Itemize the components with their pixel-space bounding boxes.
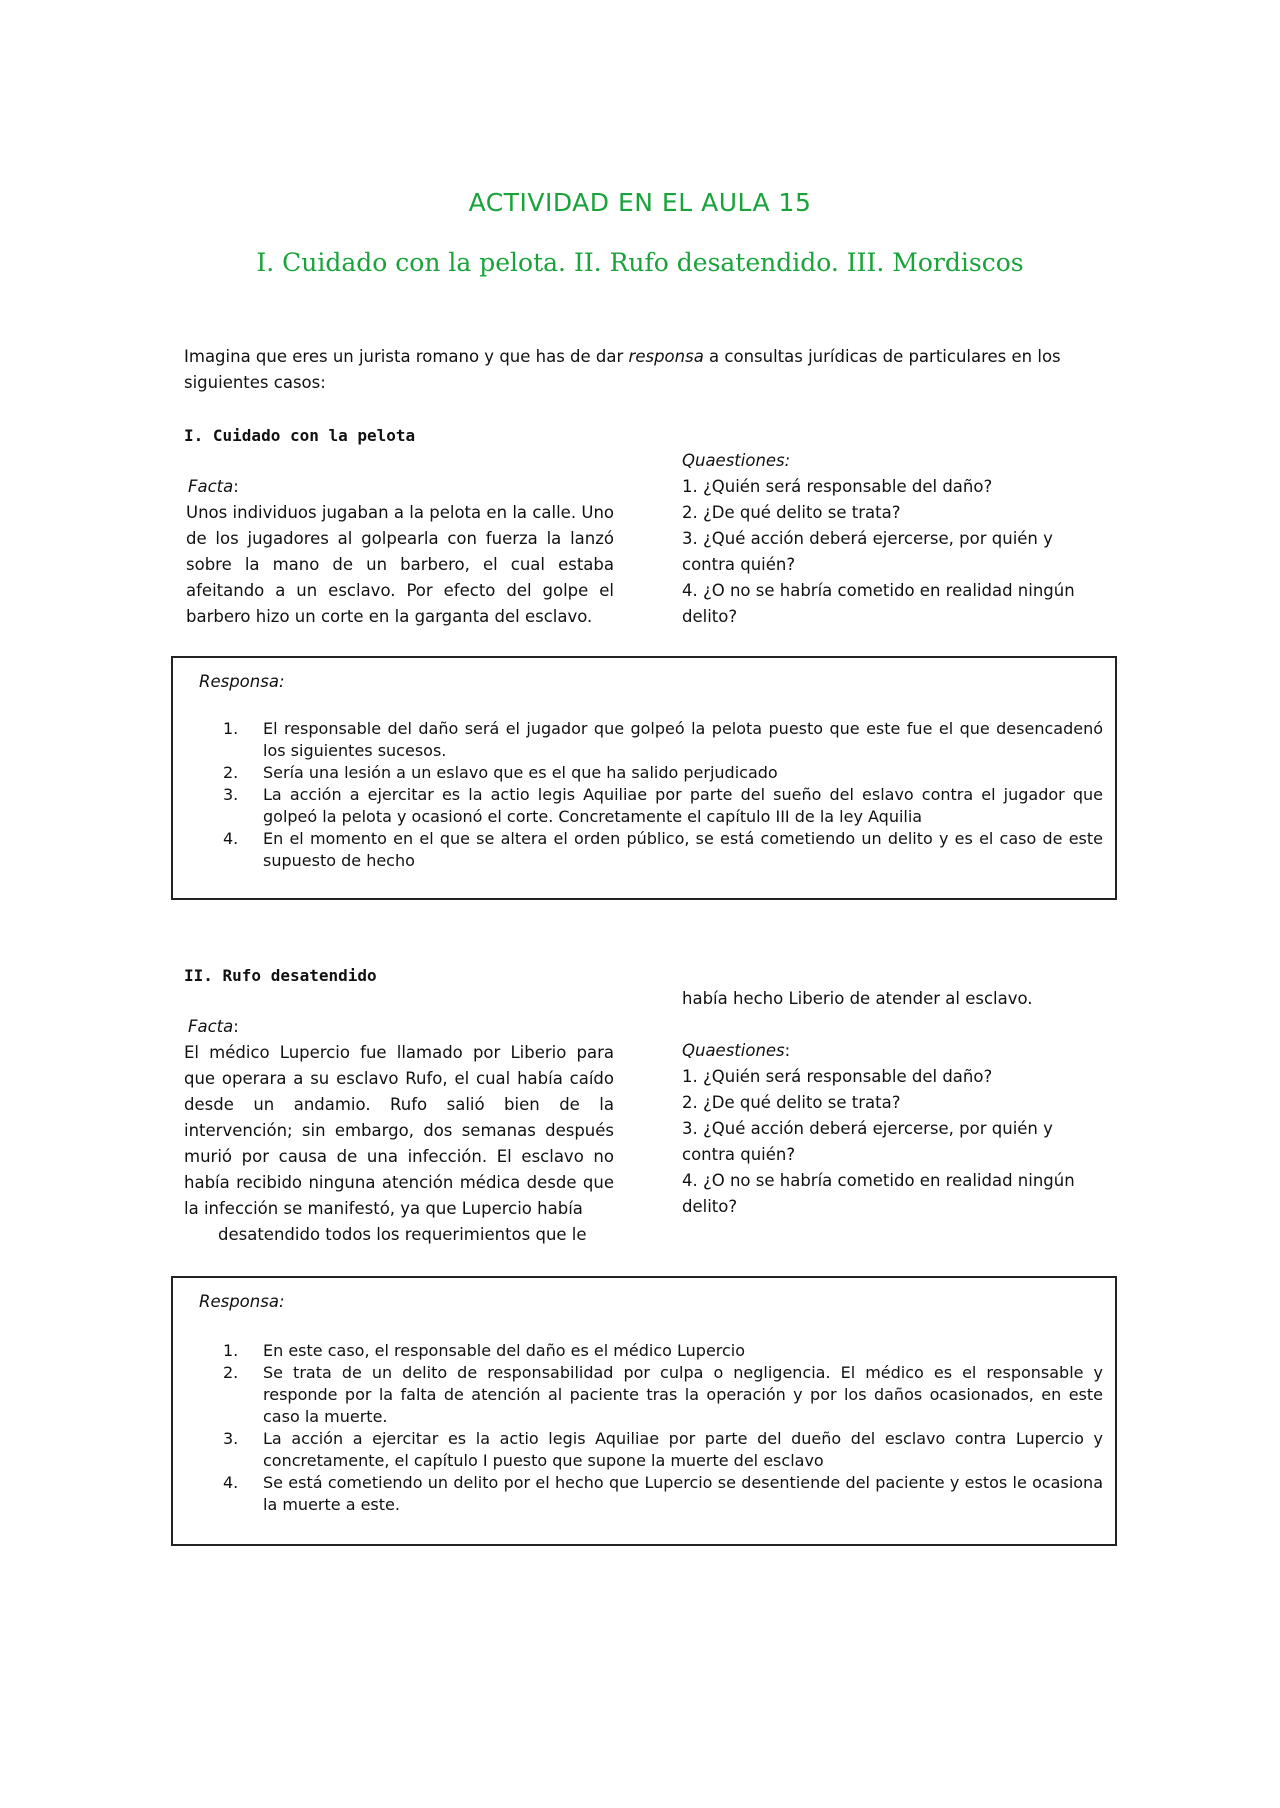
case2-facta-label: Facta [188, 1017, 234, 1036]
list-item-text: El responsable del daño será el jugador que golpeó la pelota puesto que este fue el que desencadenó los siguientes sucesos. [263, 719, 1103, 760]
case2-facta-text: El médico Lupercio fue llamado por Liberio para que operara a su esclavo Rufo, el cual había caído desde un andamio. Rufo salió bien de la intervención; sin embargo, dos semanas después murió por causa de una infección. El esclavo no había recibido ninguna atención médica desde que la infección se manifestó, ya que Lupercio había [184, 1043, 614, 1218]
case2-right-column: había hecho Liberio de atender al esclavo. Quaestiones: 1. ¿Quién será responsable del daño? 2. ¿De qué delito se trata? 3. ¿Qué acción deberá ejercerse, por quién y contra quién? 4. ¿O no se habría cometido en realidad ningún delito? [682, 986, 1102, 1220]
list-item [223, 828, 1103, 872]
page-subtitle: I. Cuidado con la pelota. II. Rufo desatendido. III. Mordiscos [256, 248, 1024, 277]
list-item [223, 762, 1103, 784]
case2-facta-continued: había hecho Liberio de atender al esclavo. [682, 989, 1033, 1008]
case1-quaestiones-label: Quaestiones: [682, 451, 791, 470]
case2-responsa-label: Responsa: [199, 1292, 285, 1311]
case2-heading: II. Rufo desatendido [184, 966, 377, 985]
case2-quaestio: 1. ¿Quién será responsable del daño? [682, 1067, 993, 1086]
list-item-text: Sería una lesión a un eslavo que es el que ha salido perjudicado [263, 763, 778, 782]
list-item-number: 4. [223, 1473, 239, 1492]
list-item-number: 1. [223, 719, 239, 738]
intro-text-after: a consultas jurídicas de particulares en los siguientes casos: [184, 347, 1061, 392]
list-item-text: En el momento en el que se altera el orden público, se está cometiendo un delito y es el caso de este supuesto de hecho [263, 829, 1103, 870]
list-item-number: 3. [223, 1429, 239, 1448]
list-item [223, 784, 1103, 828]
case1-quaestiones [682, 448, 1102, 630]
case1-heading: I. Cuidado con la pelota [184, 426, 416, 445]
list-item [223, 1428, 1103, 1472]
list-item-text: La acción a ejercitar es la actio legis Aquiliae por parte del sueño del eslavo contra el jugador que golpeó la pelota y ocasionó el corte. Concretamente el capítulo III de la ley Aquilia [263, 785, 1103, 826]
case2-quaestio: 2. ¿De qué delito se trata? [682, 1093, 901, 1112]
list-item-number: 4. [223, 829, 239, 848]
case2-responsa-list [223, 1340, 1103, 1516]
list-item-text: Se está cometiendo un delito por el hecho que Lupercio se desentiende del paciente y estos le ocasiona la muerte a este. [263, 1473, 1103, 1514]
case1-quaestio: 4. ¿O no se habría cometido en realidad ningún delito? [682, 581, 1075, 626]
case1-facta-text: Unos individuos jugaban a la pelota en la calle. Uno de los jugadores al golpearla con fuerza la lanzó sobre la mano de un barbero, el cual estaba afeitando a un esclavo. Por efecto del golpe el barbero hizo un corte en la garganta del esclavo. [186, 503, 614, 626]
list-item [223, 718, 1103, 762]
list-item-text: En este caso, el responsable del daño es el médico Lupercio [263, 1341, 746, 1360]
case1-responsa-list [223, 718, 1103, 872]
list-item [223, 1340, 1103, 1362]
case1-facta-label: Facta [188, 477, 234, 496]
list-item [223, 1362, 1103, 1428]
list-item-number: 2. [223, 1363, 239, 1382]
list-item-number: 1. [223, 1341, 239, 1360]
case2-facta: Facta: El médico Lupercio fue llamado por Liberio para que operara a su esclavo Rufo, el cual había caído desde un andamio. Rufo salió bien de la intervención; sin embargo, dos semanas después murió por causa de una infección. El esclavo no había recibido ninguna atención médica desde que la infección se manifestó, ya que Lupercio había desatendido todos los requerimientos que le [184, 1014, 614, 1248]
case1-quaestio: 2. ¿De qué delito se trata? [682, 503, 901, 522]
case1-responsa-box: Responsa: 1. El responsable del daño será el jugador que golpeó la pelota puesto que este fue el que desencadenó los siguientes sucesos. 2. Sería una lesión a un eslavo que es el que ha salido perjudicado 3. La acción a ejercitar es la actio legis Aquiliae por parte del sueño del eslavo contra el jugador que golpeó la pelota y ocasionó el corte. Concretamente el capítulo III de la ley Aquilia 4. En el momento en el que se altera el orden público, se está cometiendo un delito y es el caso de este supuesto de hecho [171, 656, 1117, 900]
case2-quaestio: 3. ¿Qué acción deberá ejercerse, por quién y contra quién? [682, 1119, 1053, 1164]
list-item-text: Se trata de un delito de responsabilidad por culpa o negligencia. El médico es el responsable y responde por la falta de atención al paciente tras la operación y por los daños ocasionados, en este caso la muerte. [263, 1363, 1103, 1426]
case1-quaestio: 1. ¿Quién será responsable del daño? [682, 477, 993, 496]
case2-quaestiones-label: Quaestiones [682, 1041, 785, 1060]
intro-text-italic: responsa [628, 347, 704, 366]
list-item-number: 2. [223, 763, 239, 782]
case1-quaestio: 3. ¿Qué acción deberá ejercerse, por quién y contra quién? [682, 529, 1053, 574]
intro-paragraph [184, 344, 1104, 396]
case2-responsa-box [171, 1276, 1117, 1546]
case2-quaestio: 4. ¿O no se habría cometido en realidad ningún delito? [682, 1171, 1075, 1216]
case1-responsa-label: Responsa [199, 672, 279, 691]
page-title: ACTIVIDAD EN EL AULA 15 [468, 188, 812, 217]
case1-facta: Facta: Unos individuos jugaban a la pelota en la calle. Uno de los jugadores al golpearla con fuerza la lanzó sobre la mano de un barbero, el cual estaba afeitando a un esclavo. Por efecto del golpe el barbero hizo un corte en la garganta del esclavo. [184, 474, 614, 630]
list-item [223, 1472, 1103, 1516]
case2-facta-tail: desatendido todos los requerimientos que le [218, 1225, 587, 1244]
list-item-text: La acción a ejercitar es la actio legis Aquiliae por parte del dueño del esclavo contra Lupercio y concretamente, el capítulo I puesto que supone la muerte del esclavo [263, 1429, 1103, 1470]
intro-text-before: Imagina que eres un jurista romano y que has de dar [184, 347, 629, 366]
list-item-number: 3. [223, 785, 239, 804]
